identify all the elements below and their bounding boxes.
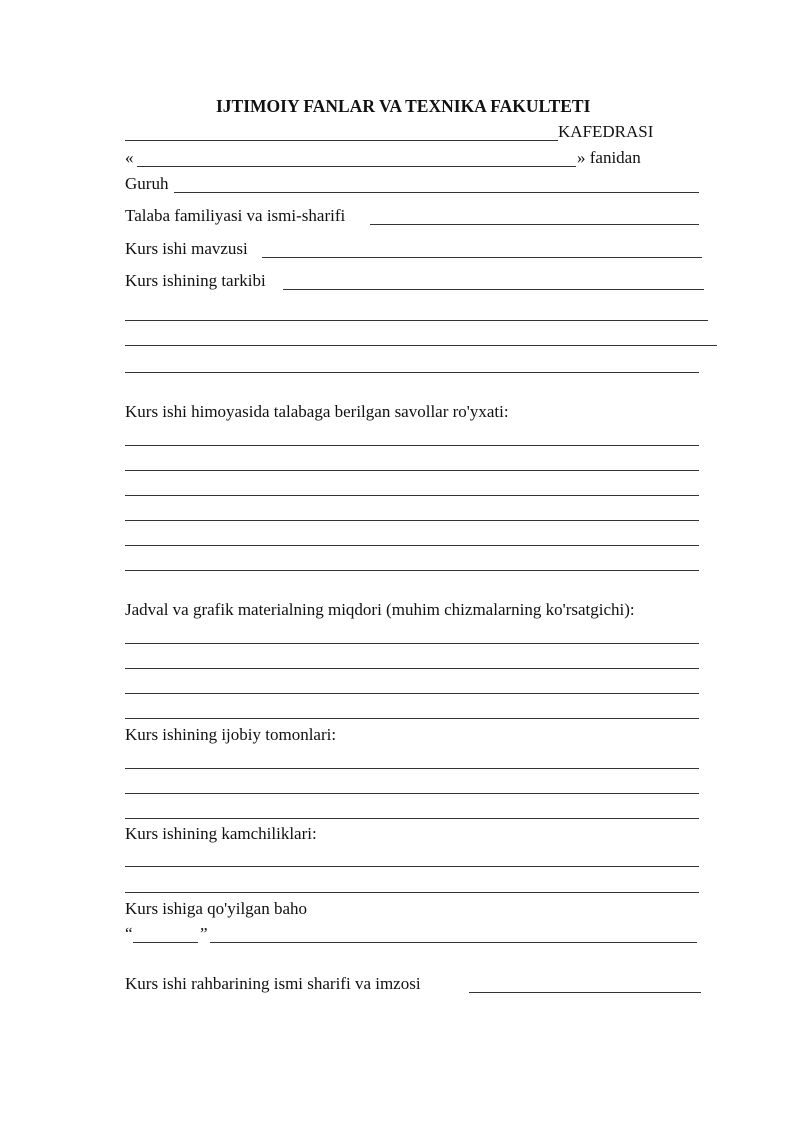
student-name-label: Talaba familiyasi va ismi-sharifi [125, 206, 346, 225]
grade-label: Kurs ishiga qo'yilgan baho [125, 899, 308, 918]
subject-blank-line[interactable] [137, 166, 576, 167]
questions-line-5[interactable] [125, 545, 699, 546]
structure-label: Kurs ishining tarkibi [125, 271, 266, 290]
positives-line-3[interactable] [125, 818, 699, 819]
materials-line-1[interactable] [125, 643, 699, 644]
questions-line-4[interactable] [125, 520, 699, 521]
positives-label: Kurs ishining ijobiy tomonlari: [125, 725, 337, 744]
topic-label: Kurs ishi mavzusi [125, 239, 248, 258]
positives-line-1[interactable] [125, 768, 699, 769]
topic-blank-line[interactable] [262, 257, 702, 258]
shortcomings-line-2[interactable] [125, 892, 699, 893]
questions-line-2[interactable] [125, 470, 699, 471]
questions-line-6[interactable] [125, 570, 699, 571]
structure-extra-line-2[interactable] [125, 345, 717, 346]
shortcomings-line-1[interactable] [125, 866, 699, 867]
subject-open-quote: « [125, 148, 134, 167]
group-label: Guruh [125, 174, 169, 193]
questions-line-3[interactable] [125, 495, 699, 496]
grade-close-quote: ” [200, 924, 208, 943]
questions-label: Kurs ishi himoyasida talabaga berilgan savollar ro'yxati: [125, 402, 509, 421]
shortcomings-label: Kurs ishining kamchiliklari: [125, 824, 317, 843]
grade-blank-line[interactable] [133, 942, 198, 943]
materials-line-3[interactable] [125, 693, 699, 694]
supervisor-signature-line[interactable] [469, 992, 701, 993]
group-blank-line[interactable] [174, 192, 699, 193]
structure-extra-line-3[interactable] [125, 372, 699, 373]
structure-extra-line-1[interactable] [125, 320, 708, 321]
grade-open-quote: “ [125, 924, 133, 943]
materials-line-2[interactable] [125, 668, 699, 669]
faculty-title: IJTIMOIY FANLAR VA TEXNIKA FAKULTETI [216, 96, 591, 116]
positives-line-2[interactable] [125, 793, 699, 794]
department-blank-line[interactable] [125, 140, 558, 141]
materials-label: Jadval va grafik materialning miqdori (muhim chizmalarning ko'rsatgichi): [125, 600, 635, 619]
materials-line-4[interactable] [125, 718, 699, 719]
structure-blank-line[interactable] [283, 289, 704, 290]
subject-suffix: » fanidan [577, 148, 641, 167]
student-name-blank-line[interactable] [370, 224, 699, 225]
supervisor-label: Kurs ishi rahbarining ismi sharifi va imzosi [125, 974, 421, 993]
questions-line-1[interactable] [125, 445, 699, 446]
department-suffix: KAFEDRASI [558, 122, 654, 141]
grade-comment-line[interactable] [210, 942, 697, 943]
